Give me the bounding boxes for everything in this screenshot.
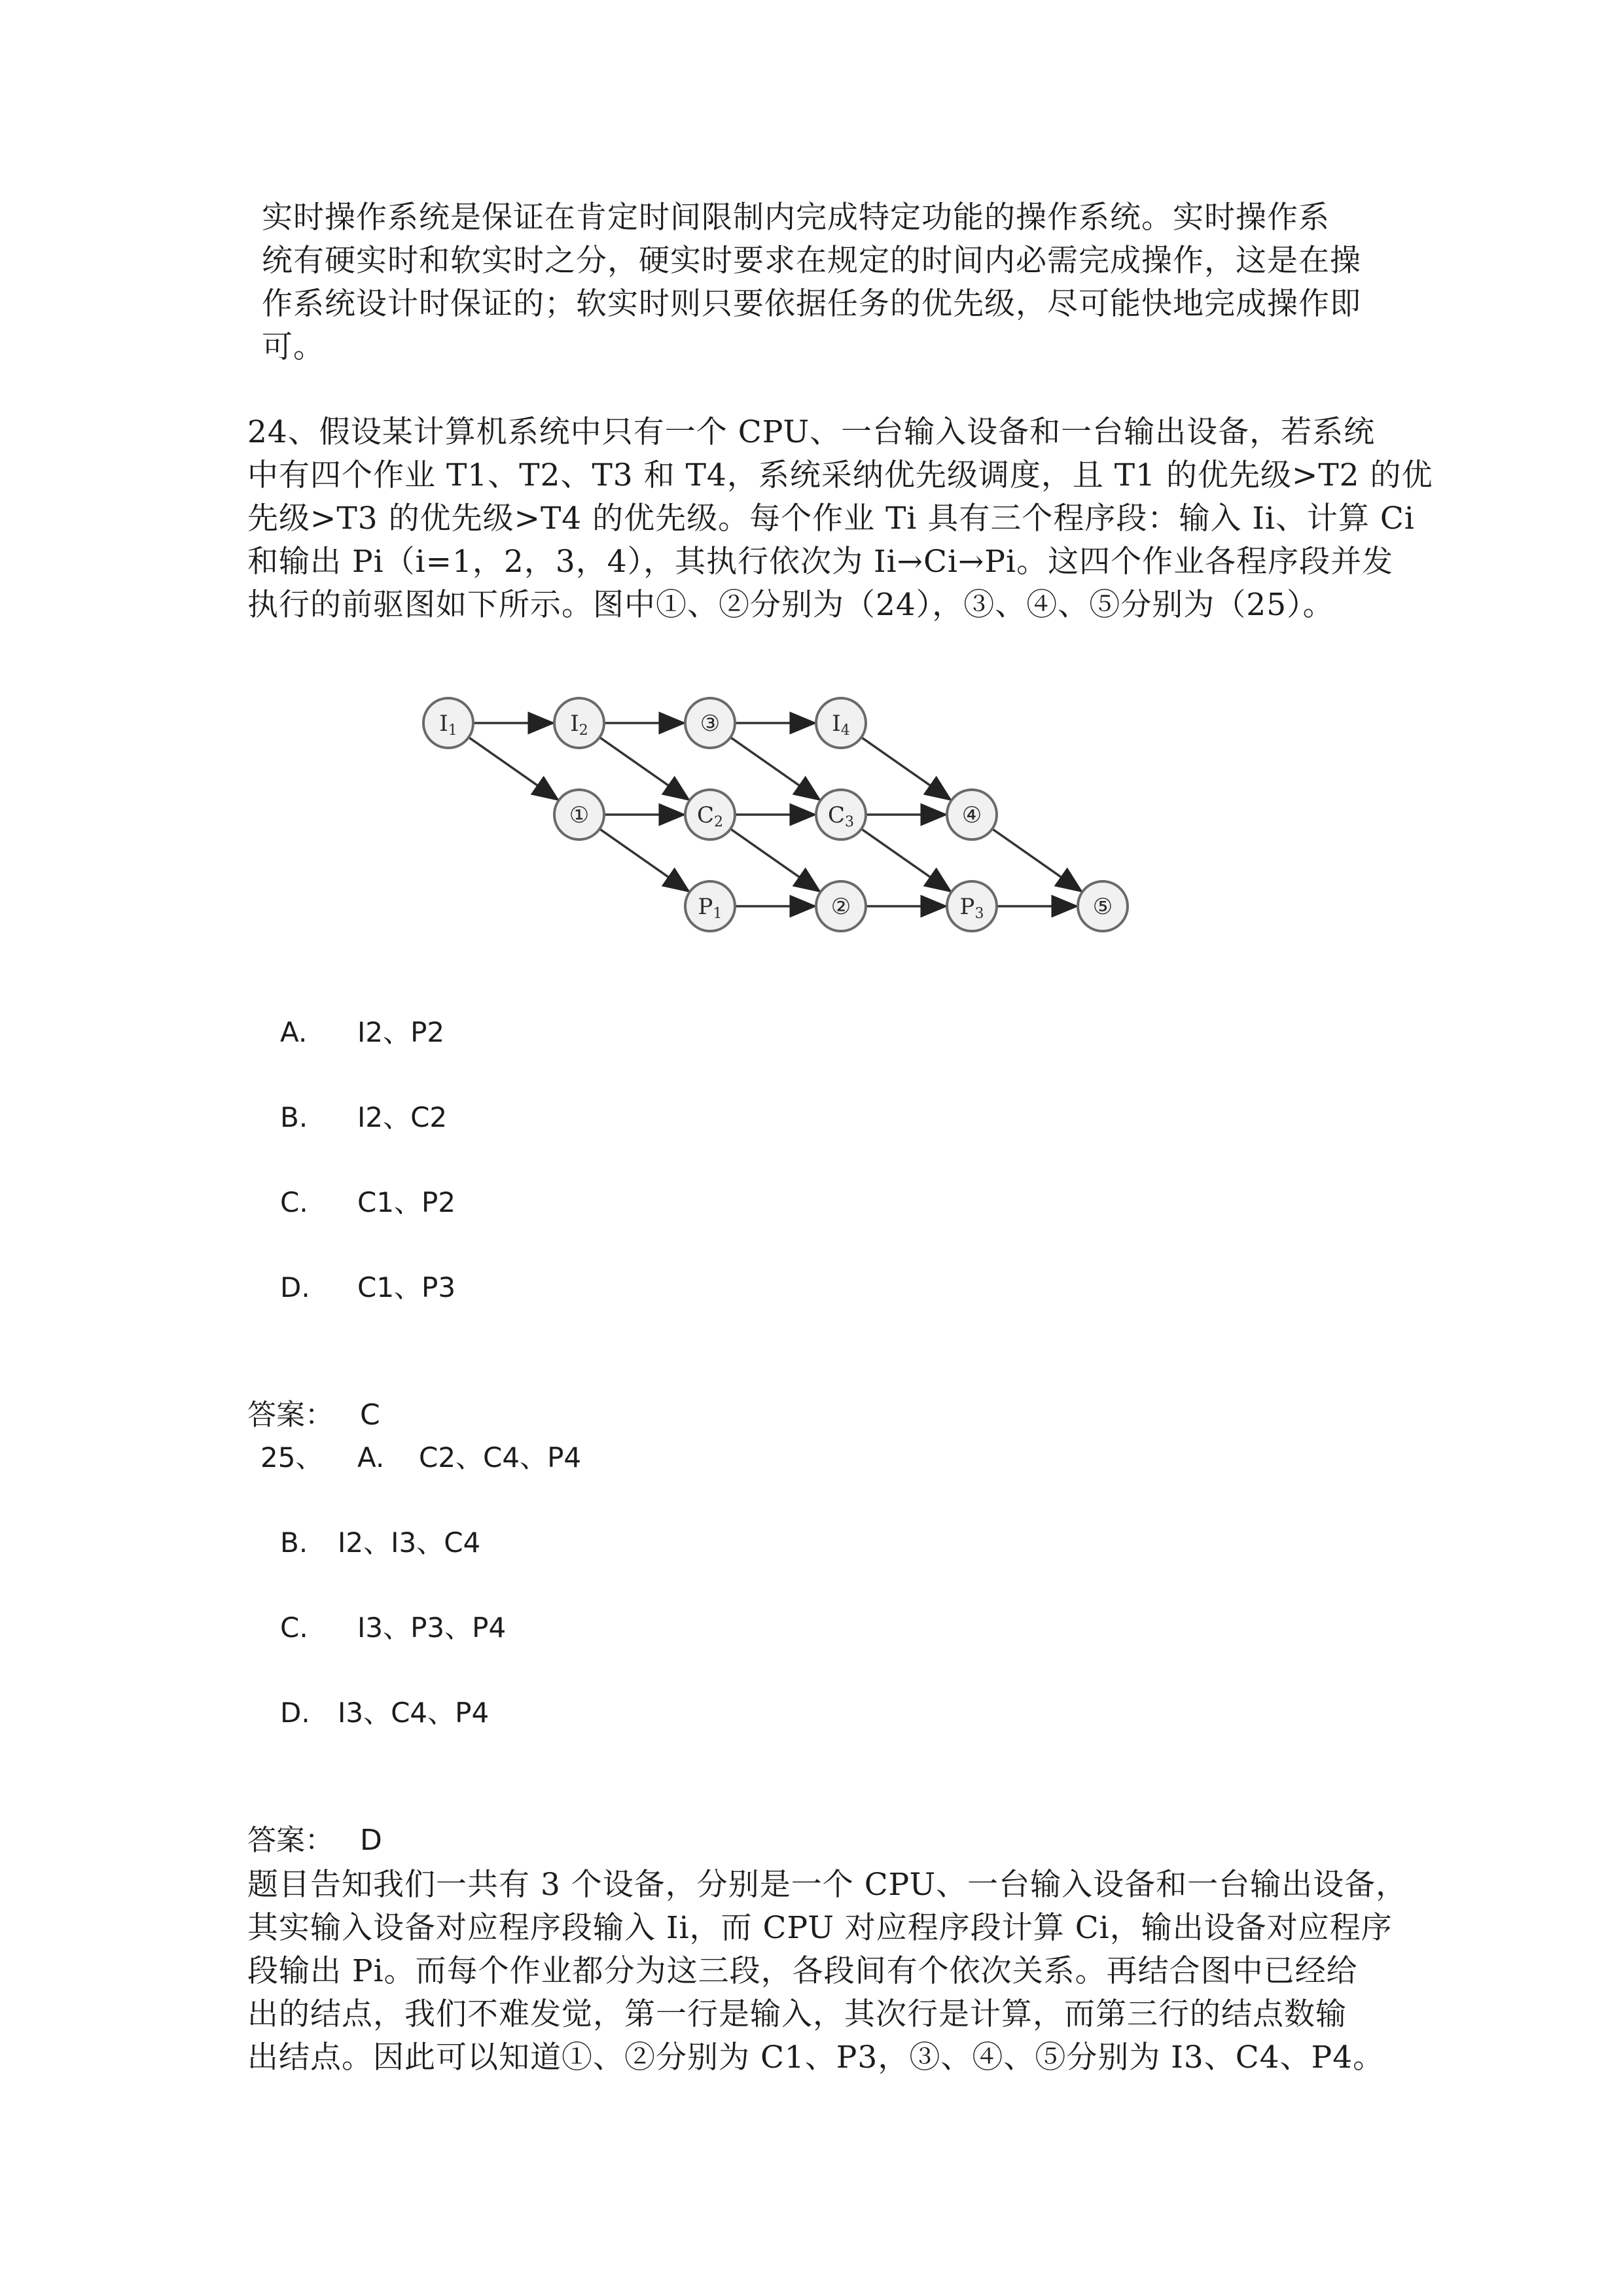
- question-line: 执行的前驱图如下所示。图中①、②分别为（24），③、④、⑤分别为（25）。: [247, 587, 1334, 623]
- graph-node-I4: [816, 698, 866, 748]
- q24-option-c: [280, 1183, 455, 1222]
- q25-option-d: [280, 1693, 489, 1733]
- graph-node-n4: [947, 790, 997, 839]
- answer-label: 答案：: [247, 1398, 334, 1432]
- option-text: I3、P3、P4: [357, 1612, 507, 1644]
- option-text: I2、P2: [357, 1016, 445, 1048]
- graph-node-n1: [554, 790, 604, 839]
- intro-line: 可。: [262, 329, 325, 365]
- option-letter: A.: [280, 1016, 308, 1048]
- option-letter: A.: [357, 1441, 385, 1474]
- graph-node-P3: [947, 881, 997, 931]
- explanation-line: 出的结点，我们不难发觉，第一行是输入，其次行是计算，而第三行的结点数输: [247, 1996, 1347, 2032]
- graph-node-label: ④: [961, 802, 982, 828]
- graph-edge-C3-P3: [861, 829, 950, 891]
- precedence-graph: [412, 674, 1171, 942]
- intro-line: 统有硬实时和软实时之分，硬实时要求在规定的时间内必需完成操作，这是在操: [262, 243, 1361, 279]
- graph-node-n2: [816, 881, 866, 931]
- graph-node-n5: [1078, 881, 1128, 931]
- answer-value: C: [360, 1398, 380, 1432]
- option-text: I3、C4、P4: [338, 1697, 490, 1729]
- graph-edge-n1-P1: [599, 829, 688, 891]
- graph-node-label: I1: [439, 711, 457, 739]
- explanation-line: 段输出 Pi。而每个作业都分为这三段，各段间有个依次关系。再结合图中已经给: [247, 1953, 1358, 1989]
- graph-node-label: C3: [827, 802, 855, 830]
- question-24-stem: [247, 411, 1433, 627]
- graph-node-label: I4: [832, 711, 850, 739]
- graph-edge-n3-C3: [730, 737, 819, 800]
- option-text: I2、I3、C4: [338, 1527, 481, 1559]
- q25-option-a: [260, 1438, 581, 1477]
- graph-node-I2: [554, 698, 604, 748]
- graph-node-I1: [423, 698, 473, 748]
- q25-answer: [247, 1820, 382, 1861]
- explanation-line: 题目告知我们一共有 3 个设备，分别是一个 CPU、一台输入设备和一台输出设备，: [247, 1867, 1408, 1903]
- graph-node-n3: [685, 698, 735, 748]
- q25-option-c: [280, 1608, 506, 1648]
- graph-edge-I4-n4: [861, 737, 950, 800]
- explanation-line: 出结点。因此可以知道①、②分别为 C1、P3，③、④、⑤分别为 I3、C4、P4。: [247, 2040, 1385, 2075]
- intro-paragraph: [247, 196, 1386, 369]
- graph-node-label: ⑤: [1092, 894, 1113, 920]
- option-text: I2、C2: [357, 1101, 448, 1133]
- graph-node-label: P1: [698, 894, 722, 922]
- graph-node-label: ③: [700, 711, 721, 737]
- graph-node-C3: [816, 790, 866, 839]
- graph-node-P1: [685, 881, 735, 931]
- intro-line: 实时操作系统是保证在肯定时间限制内完成特定功能的操作系统。实时操作系: [262, 200, 1330, 236]
- option-text: C2、C4、P4: [419, 1441, 582, 1474]
- option-letter: D.: [280, 1271, 310, 1303]
- graph-edge-C2-n2: [730, 829, 819, 891]
- graph-edge-I1-n1: [469, 737, 558, 800]
- question-line: 中有四个作业 T1、T2、T3 和 T4，系统采纳优先级调度，且 T1 的优先级>T2 的优: [247, 457, 1433, 493]
- graph-node-label: I2: [570, 711, 588, 739]
- option-letter: D.: [280, 1697, 310, 1729]
- question-line: 24、假设某计算机系统中只有一个 CPU、一台输入设备和一台输出设备，若系统: [247, 414, 1376, 450]
- question-line: 先级>T3 的优先级>T4 的优先级。每个作业 Ti 具有三个程序段：输入 Ii、计算 Ci: [247, 501, 1415, 537]
- option-letter: B.: [280, 1527, 308, 1559]
- explanation-line: 其实输入设备对应程序段输入 Ii，而 CPU 对应程序段计算 Ci，输出设备对应程序: [247, 1910, 1393, 1946]
- question-25-number: 25、: [260, 1441, 323, 1474]
- intro-line: 作系统设计时保证的；软实时则只要依据任务的优先级，尽可能快地完成操作即: [262, 286, 1361, 322]
- q24-option-b: [280, 1098, 447, 1137]
- option-text: C1、P3: [357, 1271, 456, 1303]
- graph-node-label: C2: [696, 802, 724, 830]
- graph-node-label: ②: [830, 894, 851, 920]
- q24-option-a: [280, 1013, 444, 1052]
- graph-edge-n4-n5: [992, 829, 1081, 891]
- graph-node-label: P3: [959, 894, 984, 922]
- option-letter: C.: [280, 1612, 308, 1644]
- option-letter: B.: [280, 1101, 308, 1133]
- answer-label: 答案：: [247, 1824, 334, 1857]
- q24-answer: [247, 1395, 380, 1436]
- graph-node-label: ①: [569, 802, 590, 828]
- q24-option-d: [280, 1268, 455, 1307]
- graph-edge-I2-C2: [599, 737, 688, 800]
- option-letter: C.: [280, 1186, 308, 1218]
- q25-option-b: [280, 1523, 480, 1563]
- option-text: C1、P2: [357, 1186, 456, 1218]
- question-line: 和输出 Pi（i=1，2，3，4），其执行依次为 Ii→Ci→Pi。这四个作业各程序段并发: [247, 544, 1394, 580]
- answer-value: D: [360, 1824, 382, 1857]
- explanation-paragraph: [247, 1863, 1408, 2079]
- graph-node-C2: [685, 790, 735, 839]
